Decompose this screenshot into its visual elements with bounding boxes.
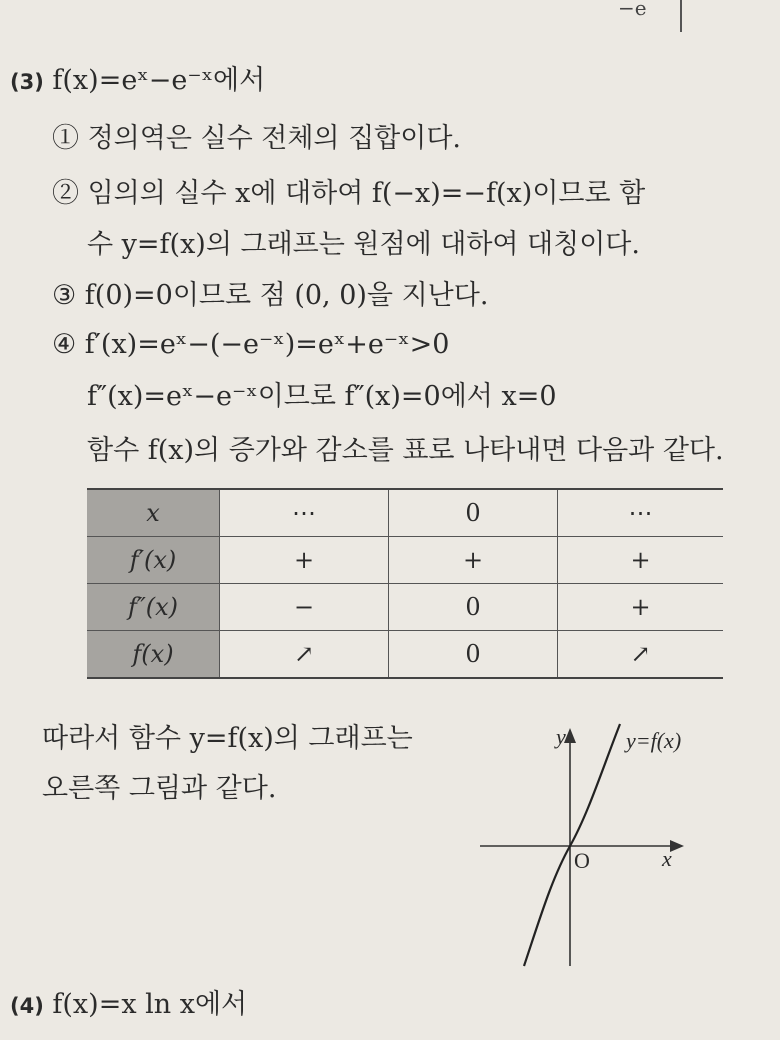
item-3: ③ f(0)=0이므로 점 (0, 0)을 지난다. [52,280,489,311]
table-row [87,537,723,584]
table-row [87,584,723,631]
part4-heading: f(x)=x ln x에서 [52,989,248,1020]
part4-heading-line [10,988,247,1023]
part3-heading: f(x)=eˣ−e⁻ˣ에서 [52,65,266,96]
table-cell: 0 [389,489,558,537]
table-cell: + [389,537,558,584]
table-cell: + [558,537,724,584]
item-1: ① 정의역은 실수 전체의 집합이다. [52,123,461,154]
row-label-function: f(x) [87,631,220,679]
row-label-x: x [87,489,220,537]
table-cell: 0 [389,631,558,679]
table-row [87,489,723,537]
item-4-second-derivative: f″(x)=eˣ−e⁻ˣ이므로 f″(x)=0에서 x=0 [87,381,557,412]
part4-number: (4) [10,994,44,1018]
table-intro: 함수 f(x)의 증가와 감소를 표로 나타내면 다음과 같다. [87,435,724,466]
increase-decrease-table [87,488,723,679]
row-label-first-derivative: f′(x) [87,537,220,584]
origin-label: O [574,848,590,873]
x-axis-arrow-icon [670,840,684,852]
table-cell: ⋯ [558,489,724,537]
conclusion-line-2: 오른쪽 그림과 같다. [42,773,277,804]
part3-heading-line [10,64,265,99]
top-divider [680,0,682,32]
item-4: ④ f′(x)=eˣ−(−e⁻ˣ)=eˣ+e⁻ˣ>0 [52,329,450,360]
x-axis-label: x [662,846,672,871]
y-axis-arrow-icon [564,728,576,743]
curve-label: y=f(x) [626,728,682,753]
top-fragment: −e [618,0,647,20]
curve-y-f-x [524,724,620,966]
row-label-second-derivative: f″(x) [87,584,220,631]
function-graph [480,718,720,978]
conclusion-line-1: 따라서 함수 y=f(x)의 그래프는 [42,723,413,754]
part3-number: (3) [10,70,44,94]
table-row [87,631,723,679]
table-cell: ⋯ [220,489,389,537]
table-cell: ↗ [220,631,389,679]
y-axis-label: y [556,724,566,749]
table-cell: + [220,537,389,584]
item-2-continued: 수 y=f(x)의 그래프는 원점에 대하여 대칭이다. [87,229,640,260]
table-cell: ↗ [558,631,724,679]
item-2: ② 임의의 실수 x에 대하여 f(−x)=−f(x)이므로 함 [52,178,646,209]
table-cell: 0 [389,584,558,631]
table-cell: − [220,584,389,631]
table-cell: + [558,584,724,631]
